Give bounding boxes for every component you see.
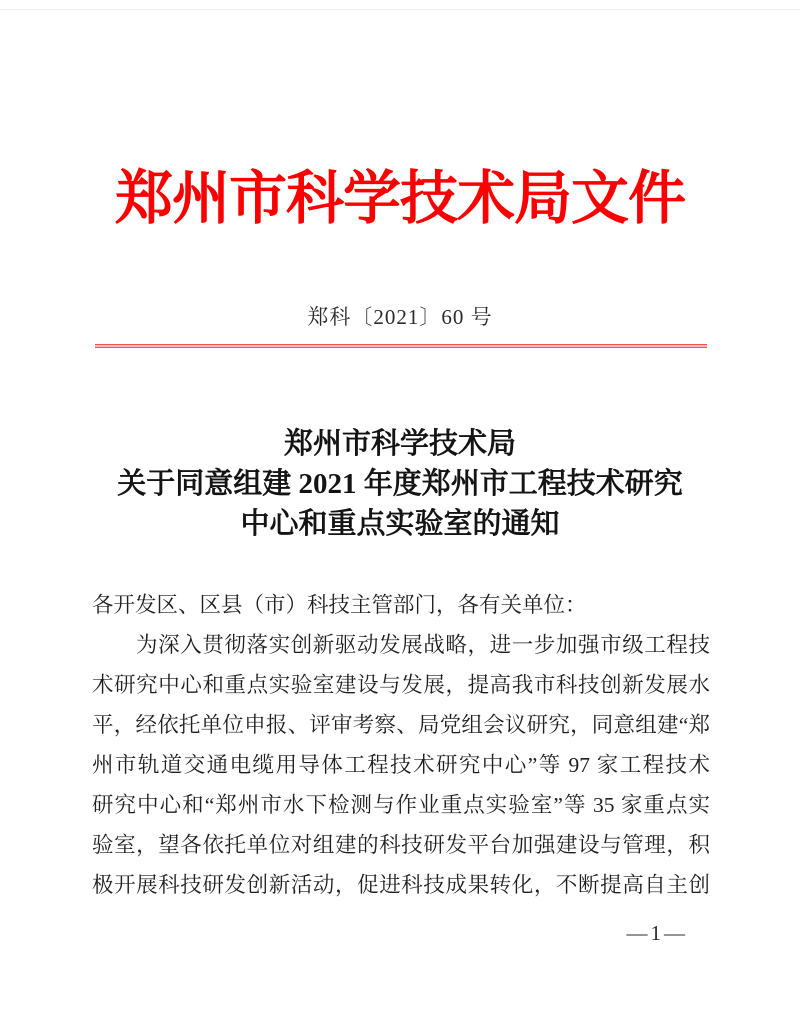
notice-title-line-1: 郑州市科学技术局 (283, 428, 516, 460)
document-number: 郑科〔2021〕60 号 (307, 305, 493, 329)
paragraph-line-6: 验室，望各依托单位对组建的科技研发平台加强建设与管理，积 (92, 833, 710, 857)
body-text (92, 585, 710, 905)
paragraph-line-1: 为深入贯彻落实创新驱动发展战略，进一步加强市级工程技 (136, 633, 710, 657)
paragraph-line-4: 州市轨道交通电缆用导体工程技术研究中心”等 97 家工程技术 (92, 753, 710, 777)
paragraph-line-2: 术研究中心和重点实验室建设与发展，提高我市科技创新发展水 (92, 673, 710, 697)
scan-edge-line (0, 9, 800, 10)
salutation-line: 各开发区、区县（市）科技主管部门，各有关单位： (92, 593, 587, 617)
page-number: —1— (626, 921, 688, 945)
notice-title (0, 424, 800, 544)
document-header-title: 郑州市科学技术局文件 (114, 166, 685, 231)
notice-title-line-3: 中心和重点实验室的通知 (240, 508, 560, 540)
notice-title-line-2: 关于同意组建 2021 年度郑州市工程技术研究 (117, 468, 683, 500)
paragraph-line-3: 平，经依托单位申报、评审考察、局党组会议研究，同意组建“郑 (92, 713, 710, 737)
paragraph-line-5: 研究中心和“郑州市水下检测与作业重点实验室”等 35 家重点实 (92, 793, 710, 817)
red-divider-line (95, 344, 707, 348)
paragraph-line-7: 极开展科技研发创新活动，促进科技成果转化，不断提高自主创 (92, 873, 710, 897)
